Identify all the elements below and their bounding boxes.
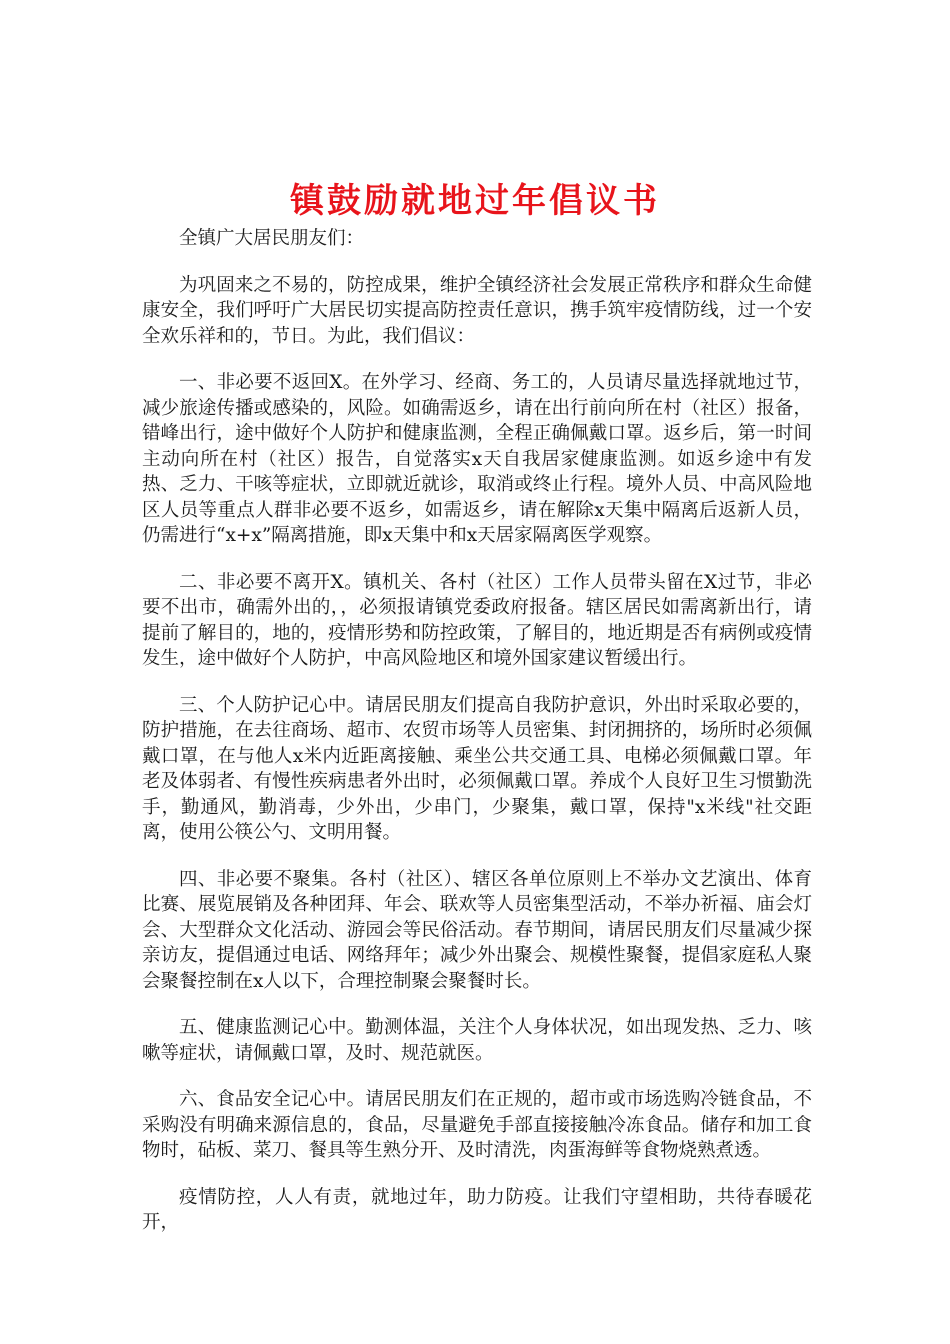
proposal-1-paragraph: 一、非必要不返回X。在外学习、经商、务工的，人员请尽量选择就地过节，减少旅途传播或感染的，风险。如确需返乡，请在出行前向所在村（社区）报备，错峰出行，途中做好个人防护和健康监测，全程正确佩戴口罩。返乡后，第一时间主动向所在村（社区）报告，自觉落实x天自我居家健康监测。如返乡途中有发热、乏力、干咳等症状，立即就近就诊，取消或终止行程。境外人员、中高风险地区人员等重点人群非必要不返乡，如需返乡，请在解除x天集中隔离后返新人员，仍需进行“x+x”隔离措施，即x天集中和x天居家隔离医学观察。 bbox=[142, 372, 812, 546]
proposal-6-paragraph: 六、食品安全记心中。请居民朋友们在正规的，超市或市场选购冷链食品，不采购没有明确来源信息的，食品，尽量避免手部直接接触冷冻食品。储存和加工食物时，砧板、菜刀、餐具等生熟分开、及时清洗，肉蛋海鲜等食物烧熟煮透。 bbox=[142, 1089, 812, 1161]
document-title: 镇鼓励就地过年倡议书 bbox=[290, 180, 660, 221]
proposal-3-paragraph: 三、个人防护记心中。请居民朋友们提高自我防护意识，外出时采取必要的，防护措施，在去往商场、超市、农贸市场等人员密集、封闭拥挤的，场所时必须佩戴口罩，在与他人x米内近距离接触、乘坐公共交通工具、电梯必须佩戴口罩。年老及体弱者、有慢性疾病患者外出时，必须佩戴口罩。养成个人良好卫生习惯勤洗手，勤通风，勤消毒，少外出，少串门，少聚集，戴口罩，保持"x米线"社交距离，使用公筷公勺、文明用餐。 bbox=[142, 694, 812, 843]
intro-paragraph: 为巩固来之不易的，防控成果，维护全镇经济社会发展正常秩序和群众生命健康安全，我们呼吁广大居民切实提高防控责任意识，携手筑牢疫情防线，过一个安全欢乐祥和的，节日。为此，我们倡议： bbox=[142, 274, 812, 347]
closing-paragraph: 疫情防控，人人有责，就地过年，助力防疫。让我们守望相助，共待春暖花开， bbox=[142, 1186, 812, 1233]
salutation: 全镇广大居民朋友们： bbox=[179, 228, 365, 249]
document-body bbox=[142, 226, 812, 1257]
proposal-4-paragraph: 四、非必要不聚集。各村（社区）、辖区各单位原则上不举办文艺演出、体育比赛、展览展销及各种团拜、年会、联欢等人员密集型活动，不举办祈福、庙会灯会、大型群众文化活动、游园会等民俗活动。春节期间，请居民朋友们尽量减少探亲访友，提倡通过电话、网络拜年；减少外出聚会、规模性聚餐，提倡家庭私人聚会聚餐控制在x人以下，合理控制聚会聚餐时长。 bbox=[142, 868, 812, 992]
proposal-2-paragraph: 二、非必要不离开X。镇机关、各村（社区）工作人员带头留在X过节，非必要不出市，确需外出的，，必须报请镇党委政府报备。辖区居民如需离新出行，请提前了解目的，地的，疫情形势和防控政策，了解目的，地近期是否有病例或疫情发生，途中做好个人防护，中高风险地区和境外国家建议暂缓出行。 bbox=[142, 571, 812, 669]
proposal-5-paragraph: 五、健康监测记心中。勤测体温，关注个人身体状况，如出现发热、乏力、咳嗽等症状，请佩戴口罩，及时、规范就医。 bbox=[142, 1017, 812, 1064]
